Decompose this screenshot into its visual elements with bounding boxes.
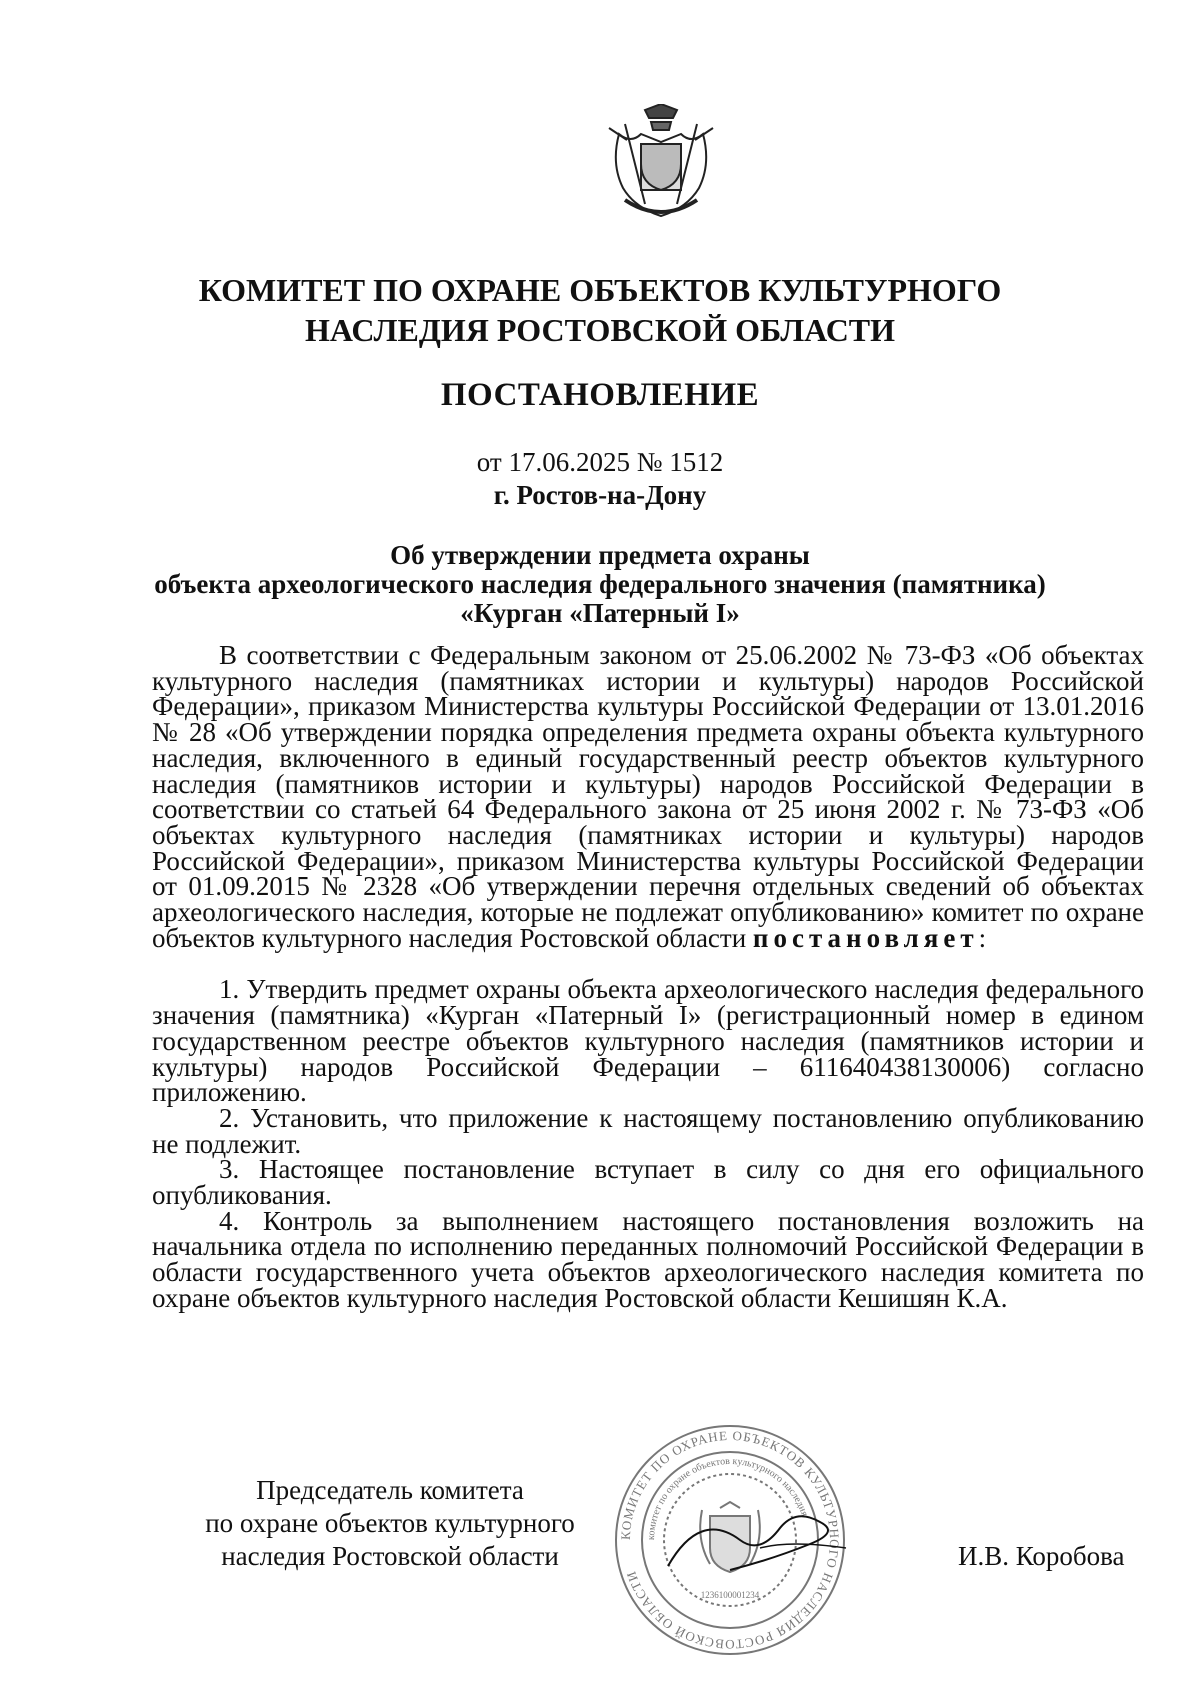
signatory-name: И.В. Коробова: [958, 1541, 1125, 1571]
subject-line-1: Об утверждении предмета охраны: [390, 540, 810, 570]
item-3: 3. Настоящее постановление вступает в силу со дня его официального опубликования.: [152, 1154, 1144, 1211]
signatory-title-line-1: Председатель комитета: [256, 1475, 524, 1505]
stamp-outer-text: КОМИТЕТ ПО ОХРАНЕ ОБЪЕКТОВ КУЛЬТУРНОГО НАСЛЕДИЯ РОСТОВСКОЙ ОБЛАСТИ: [617, 1427, 843, 1653]
preamble-text: В соответствии с Федеральным законом от 25.06.2002 № 73-ФЗ «Об объектах культурного наследия (памятниках истории и культуры) народов Российской Федерации», приказом Министерства культуры Российской Федерации от 13.01.2016 № 28 «Об утверждении порядка определения предмета охраны объекта культурного наследия, включенного в единый государственный реестр объектов культурного наследия (памятников истории и культуры) народов Российской Федерации в соответствии со статьей 64 Федерального закона от 25 июня 2002 г. № 73-ФЗ «Об объектах культурного наследия (памятниках истории и культуры) народов Российской Федерации», приказом Министерства культуры Российской Федерации от 01.09.2015 № 2328 «Об утверждении перечня отдельных сведений об объектах археологического наследия, которые не подлежат опубликованию» комитет по охране объектов культурного наследия Ростовской области: [152, 640, 1144, 953]
subject-line-2: объекта археологического наследия федерального значения (памятника): [154, 569, 1046, 599]
signatory-title: [175, 1474, 605, 1573]
document-body: [152, 640, 1144, 1313]
organization-name-line-1: КОМИТЕТ ПО ОХРАНЕ ОБЪЕКТОВ КУЛЬТУРНОГО: [198, 272, 1002, 308]
preamble-paragraph: [152, 640, 1144, 953]
document-type: ПОСТАНОВЛЕНИЕ: [440, 377, 760, 413]
organization-name-line-2: НАСЛЕДИЯ РОСТОВСКОЙ ОБЛАСТИ: [304, 312, 896, 348]
official-stamp-icon: [610, 1420, 850, 1660]
organization-name: [140, 270, 1060, 350]
stamp-code: 1236100001234: [700, 1590, 760, 1600]
document-subject: [140, 541, 1060, 628]
decree-colon: :: [978, 922, 987, 953]
signatory-title-line-3: наследия Ростовской области: [221, 1541, 559, 1571]
item-4: 4. Контроль за выполнением настоящего постановления возложить на начальника отдела по исполнению переданных полномочий Российской Федерации в области государственного учета объектов археологического наследия комитета по охране объектов культурного наследия Ростовской области Кешишян К.А.: [152, 1205, 1144, 1313]
item-1: 1. Утвердить предмет охраны объекта археологического наследия федерального значения (памятника) «Курган «Патерный I» (регистрационный номер в едином государственном реестре объектов культурного наследия (памятников истории и культуры) народов Российской Федерации – 611640438130006) согласно приложению.: [152, 974, 1144, 1108]
document-date-number: от 17.06.2025 № 1512: [476, 447, 724, 477]
document-city: г. Ростов-на-Дону: [493, 480, 707, 510]
stamp-inner-text: комитет по охране объектов культурного наследия: [645, 1455, 810, 1541]
signatory-title-line-2: по охране объектов культурного: [205, 1508, 575, 1538]
subject-line-3: «Курган «Патерный I»: [460, 598, 740, 628]
item-2: 2. Установить, что приложение к настоящему постановлению опубликованию не подлежит.: [152, 1102, 1144, 1159]
coat-of-arms-icon: [605, 104, 717, 224]
decree-word: постановляет: [752, 922, 979, 953]
